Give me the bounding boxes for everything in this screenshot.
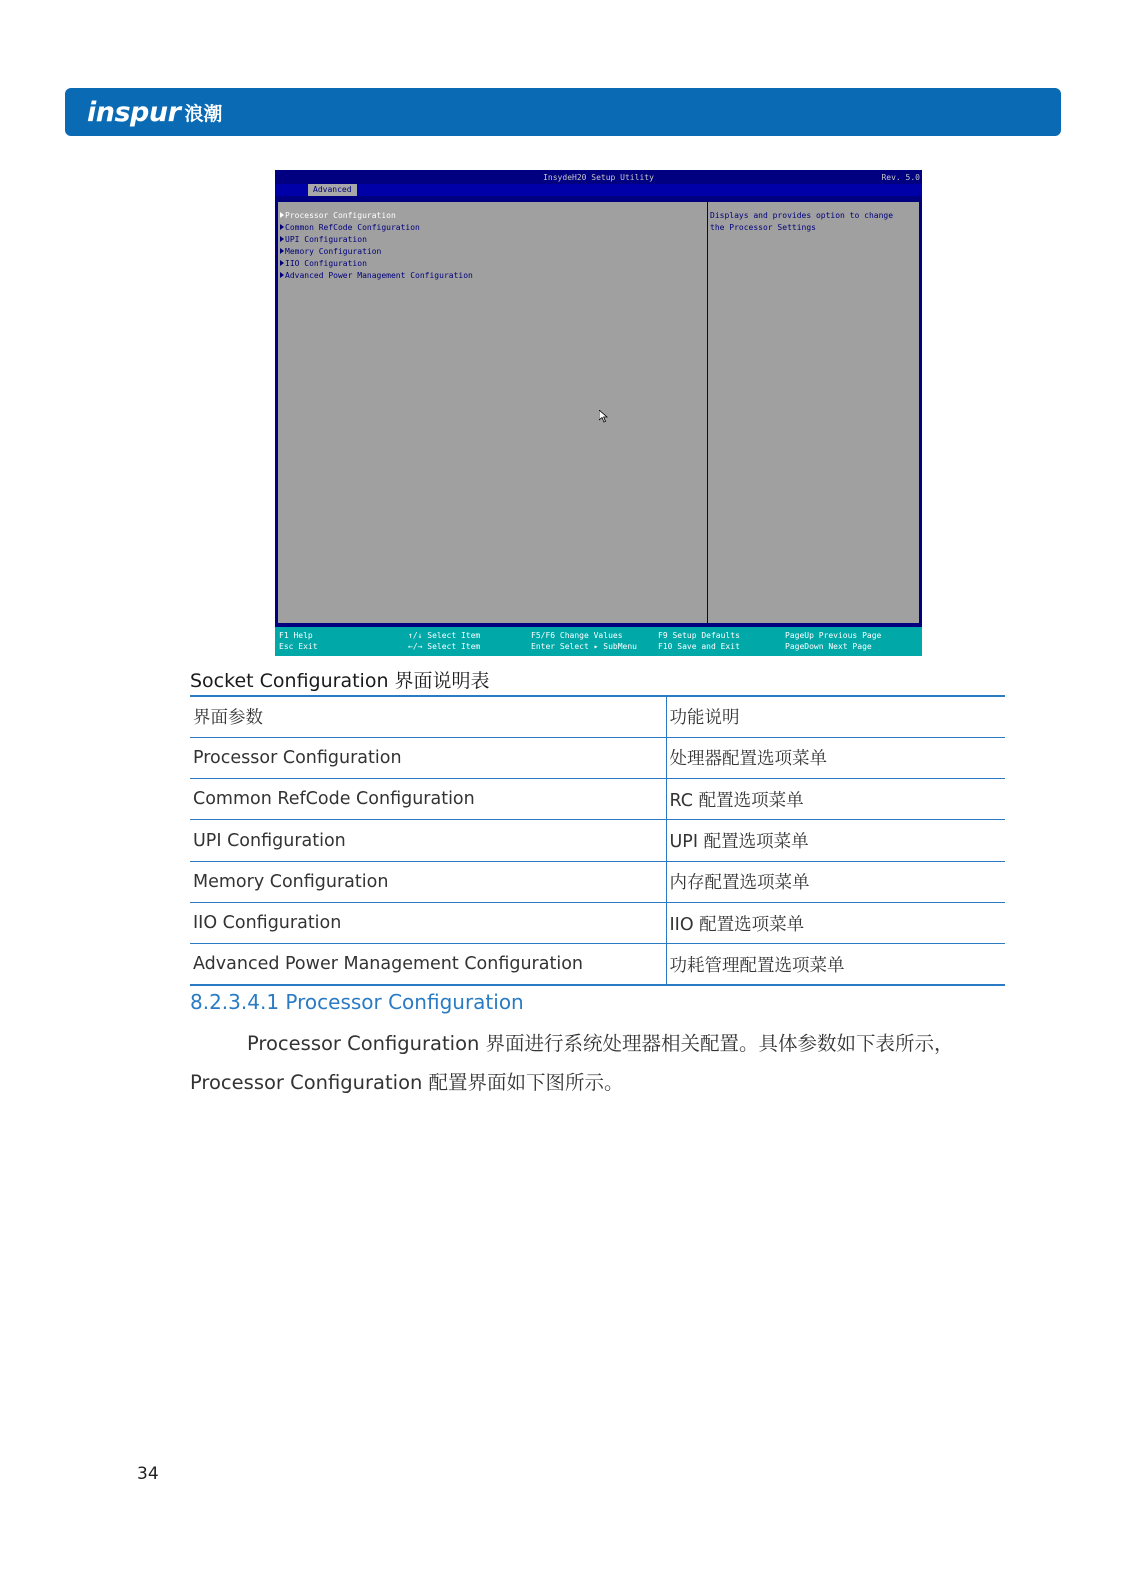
table-cell-param: Memory Configuration xyxy=(190,861,666,902)
key-leftright-select: ←/→ Select Item xyxy=(408,642,481,651)
page-number: 34 xyxy=(137,1464,159,1484)
table-row xyxy=(190,944,1005,985)
table-header-row xyxy=(190,696,1005,737)
section-heading: 8.2.3.4.1 Processor Configuration xyxy=(190,990,524,1014)
logo-cn-text: 浪潮 xyxy=(184,102,223,125)
key-f5f6-change: F5/F6 Change Values xyxy=(531,631,623,640)
table-row xyxy=(190,820,1005,861)
table-row xyxy=(190,861,1005,902)
table-cell-desc: 内存配置选项菜单 xyxy=(666,861,1005,902)
bios-revision: Rev. 5.0 xyxy=(881,173,920,182)
triangle-right-icon xyxy=(280,212,284,218)
table-row xyxy=(190,737,1005,778)
table-cell-param: Common RefCode Configuration xyxy=(190,779,666,820)
bios-screenshot xyxy=(275,170,922,656)
bios-tab-bar xyxy=(275,184,922,196)
table-cell-desc: 功耗管理配置选项菜单 xyxy=(666,944,1005,985)
parameters-table xyxy=(190,695,1005,986)
menu-item-upi-configuration[interactable]: UPI Configuration xyxy=(278,234,707,246)
table-row xyxy=(190,902,1005,943)
bios-help-panel xyxy=(707,201,920,624)
table-header-cell: 功能说明 xyxy=(666,696,1005,737)
key-f1-help: F1 Help xyxy=(279,631,313,640)
table-cell-desc: RC 配置选项菜单 xyxy=(666,779,1005,820)
key-pageup: PageUp Previous Page xyxy=(785,631,882,640)
triangle-right-icon xyxy=(280,248,284,254)
triangle-right-icon xyxy=(280,236,284,242)
menu-item-advanced-power-management-configuration[interactable]: Advanced Power Management Configuration xyxy=(278,270,707,282)
inspur-logo xyxy=(87,96,222,128)
bios-key-legend xyxy=(275,627,922,656)
paragraph-text: Processor Configuration 界面进行系统处理器相关配置。具体参数如下表所示，Processor Configuration 配置界面如下图所示。 xyxy=(190,1032,954,1094)
menu-item-iio-configuration[interactable]: IIO Configuration xyxy=(278,258,707,270)
logo-text: inspur xyxy=(87,96,181,128)
bios-menu-panel xyxy=(277,201,708,624)
table-cell-desc: IIO 配置选项菜单 xyxy=(666,902,1005,943)
menu-item-processor-configuration[interactable]: Processor Configuration xyxy=(278,210,707,222)
bios-title: InsydeH20 Setup Utility xyxy=(543,173,654,182)
table-cell-desc: UPI 配置选项菜单 xyxy=(666,820,1005,861)
mouse-pointer-icon xyxy=(599,410,609,423)
key-enter-select: Enter Select ▸ SubMenu xyxy=(531,642,637,651)
key-f10-save: F10 Save and Exit xyxy=(658,642,740,651)
triangle-right-icon xyxy=(280,272,284,278)
body-paragraph xyxy=(190,1024,1010,1102)
bios-help-text: Displays and provides option to change the Processor Settings xyxy=(710,211,894,232)
table-row xyxy=(190,779,1005,820)
key-esc-exit: Esc Exit xyxy=(279,642,318,651)
menu-item-common-refcode-configuration[interactable]: Common RefCode Configuration xyxy=(278,222,707,234)
table-cell-param: UPI Configuration xyxy=(190,820,666,861)
table-cell-param: Processor Configuration xyxy=(190,737,666,778)
triangle-right-icon xyxy=(280,260,284,266)
table-header-cell: 界面参数 xyxy=(190,696,666,737)
table-cell-param: Advanced Power Management Configuration xyxy=(190,944,666,985)
table-cell-param: IIO Configuration xyxy=(190,902,666,943)
key-f9-defaults: F9 Setup Defaults xyxy=(658,631,740,640)
menu-item-memory-configuration[interactable]: Memory Configuration xyxy=(278,246,707,258)
key-updown-select: ↑/↓ Select Item xyxy=(408,631,481,640)
key-pagedown: PageDown Next Page xyxy=(785,642,872,651)
tab-advanced[interactable]: Advanced xyxy=(308,184,357,196)
table-caption: Socket Configuration 界面说明表 xyxy=(190,670,490,692)
triangle-right-icon xyxy=(280,224,284,230)
table-cell-desc: 处理器配置选项菜单 xyxy=(666,737,1005,778)
header-bar xyxy=(65,88,1061,136)
